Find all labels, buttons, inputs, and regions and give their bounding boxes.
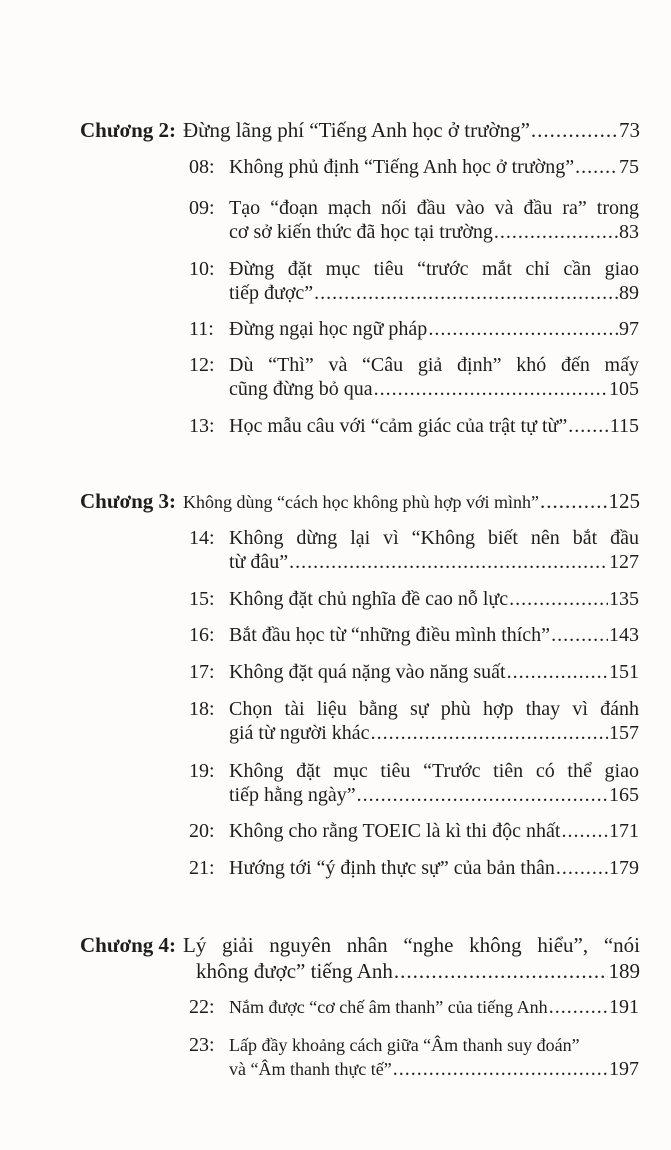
toc-entry-16	[189, 623, 639, 647]
toc-entry-11	[189, 317, 639, 341]
toc-entry-13	[189, 414, 639, 438]
page-number: 73	[619, 118, 640, 142]
chapter-title-line: Lý giải nguyên nhân “nghe không hiểu”, “nói	[183, 933, 640, 957]
entry-title: Không phủ định “Tiếng Anh học ở trường”	[229, 156, 575, 178]
entry-title: Không đặt quá nặng vào năng suất	[229, 661, 506, 683]
leader-dots	[575, 155, 618, 179]
leader-dots	[556, 856, 608, 880]
entry-title-line: và “Âm thanh thực tế”	[229, 1059, 392, 1079]
page-number: 143	[609, 624, 639, 646]
leader-dots	[509, 587, 608, 611]
chapter-label: Chương 3:	[80, 489, 176, 513]
leader-dots	[428, 317, 618, 341]
entry-number: 18:	[189, 698, 215, 720]
entry-title-line: Không đặt mục tiêu “Trước tiên có thể giao	[229, 760, 639, 782]
entry-number: 11:	[189, 318, 214, 340]
entry-number: 12:	[189, 354, 215, 376]
entry-title-line: tiếp được”	[229, 282, 314, 304]
entry-title: Học mẫu câu với “cảm giác của trật tự từ”	[229, 415, 568, 437]
entry-title-line: từ đâu”	[229, 551, 289, 573]
page-number: 135	[609, 588, 639, 610]
toc-entry-14	[189, 526, 639, 574]
page-number: 115	[609, 415, 639, 437]
entry-number: 19:	[189, 760, 215, 782]
page-number: 157	[609, 722, 639, 744]
leader-dots	[314, 281, 618, 305]
toc-entry-20	[189, 819, 639, 843]
leader-dots	[549, 995, 608, 1019]
page-number: 165	[609, 784, 639, 806]
entry-number: 10:	[189, 258, 215, 280]
page-number: 89	[619, 282, 639, 304]
toc-entry-15	[189, 587, 639, 611]
entry-title-line: Dù “Thì” và “Câu giả định” khó đến mấy	[229, 354, 639, 376]
entry-title-line: Chọn tài liệu bằng sự phù hợp thay vì đánh	[229, 698, 639, 720]
entry-number: 22:	[189, 996, 215, 1018]
leader-dots	[374, 377, 608, 401]
entry-title: Bắt đầu học từ “những điều mình thích”	[229, 624, 551, 646]
entry-number: 14:	[189, 527, 215, 549]
entry-title-line: cơ sở kiến thức đã học tại trường	[229, 221, 493, 243]
entry-title: Không cho rằng TOEIC là kì thi độc nhất	[229, 820, 561, 842]
entry-number: 13:	[189, 415, 215, 437]
leader-dots	[561, 819, 608, 843]
page-number: 75	[619, 156, 639, 178]
chapter-4-heading-cont	[196, 958, 640, 984]
entry-number: 08:	[189, 156, 215, 178]
leader-dots	[568, 414, 609, 438]
page-number: 191	[609, 996, 639, 1018]
page-number: 105	[609, 378, 639, 400]
toc-entry-18	[189, 697, 639, 745]
leader-dots	[551, 623, 608, 647]
toc-entry-21	[189, 856, 639, 880]
chapter-title-line: không được” tiếng Anh	[196, 959, 393, 983]
leader-dots	[393, 1057, 608, 1081]
chapter-title: Không dùng “cách học không phù hợp với mình”	[183, 492, 539, 512]
toc-entry-19	[189, 759, 639, 807]
leader-dots	[371, 721, 608, 745]
toc-entry-23	[189, 1033, 639, 1081]
page-number: 127	[609, 551, 639, 573]
chapter-2-heading	[80, 117, 640, 143]
leader-dots	[531, 117, 618, 143]
chapter-3-heading	[80, 488, 640, 515]
entry-number: 21:	[189, 857, 215, 879]
toc-entry-08	[189, 155, 639, 179]
page-number: 179	[609, 857, 639, 879]
entry-title-line: tiếp hằng ngày”	[229, 784, 356, 806]
entry-number: 16:	[189, 624, 215, 646]
page-number: 83	[619, 221, 639, 243]
entry-title: Hướng tới “ý định thực sự” của bản thân	[229, 857, 555, 879]
leader-dots	[394, 958, 608, 984]
toc-entry-10	[189, 257, 639, 305]
entry-title: Đừng ngại học ngữ pháp	[229, 318, 428, 340]
entry-number: 23:	[189, 1034, 215, 1056]
entry-number: 09:	[189, 197, 215, 219]
leader-dots	[357, 783, 608, 807]
page-number: 189	[608, 959, 640, 983]
page-number: 151	[609, 661, 639, 683]
toc-entry-12	[189, 353, 639, 401]
entry-number: 20:	[189, 820, 215, 842]
entry-number: 15:	[189, 588, 215, 610]
entry-title-line: Tạo “đoạn mạch nối đầu vào và đầu ra” trong	[229, 197, 639, 219]
leader-dots	[289, 550, 608, 574]
chapter-4-heading	[80, 932, 640, 958]
leader-dots	[540, 488, 608, 514]
page-number: 97	[619, 318, 639, 340]
chapter-label: Chương 4:	[80, 933, 176, 957]
entry-title: Không đặt chủ nghĩa đề cao nỗ lực	[229, 588, 509, 610]
toc-entry-22	[189, 995, 639, 1019]
toc-entry-09	[189, 196, 639, 244]
entry-title-line: giá từ người khác	[229, 722, 370, 744]
entry-number: 17:	[189, 661, 215, 683]
entry-title-line: cũng đừng bỏ qua	[229, 378, 373, 400]
page-number: 197	[609, 1058, 639, 1080]
chapter-label: Chương 2:	[80, 118, 176, 142]
leader-dots	[494, 220, 618, 244]
page-number: 125	[608, 489, 640, 513]
page-number: 171	[609, 820, 639, 842]
toc-entry-17	[189, 660, 639, 684]
entry-title-line: Đừng đặt mục tiêu “trước mắt chỉ cần giao	[229, 258, 639, 280]
entry-title-line: Không dừng lại vì “Không biết nên bắt đầu	[229, 527, 639, 549]
chapter-title: Đừng lãng phí “Tiếng Anh học ở trường”	[183, 118, 530, 142]
entry-title-line: Lấp đầy khoảng cách giữa “Âm thanh suy đoán”	[229, 1035, 580, 1055]
leader-dots	[507, 660, 608, 684]
entry-title: Nắm được “cơ chế âm thanh” của tiếng Anh	[229, 997, 548, 1017]
